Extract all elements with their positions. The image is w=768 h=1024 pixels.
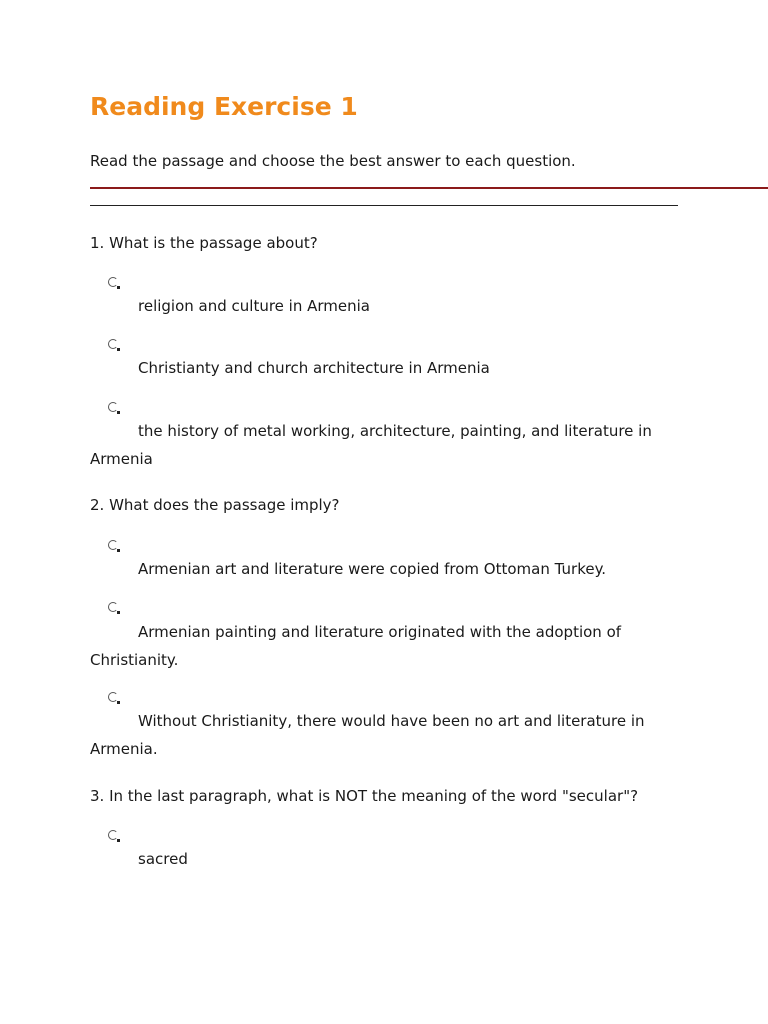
top-divider: [90, 187, 768, 189]
question-1-option-1-radio[interactable]: [108, 277, 118, 287]
instructions-text: Read the passage and choose the best answer to each question.: [90, 152, 576, 170]
question-3-option-1-label: sacred: [138, 850, 188, 868]
question-1-option-2-label: Christianty and church architecture in Armenia: [138, 359, 490, 377]
question-2-prompt: 2. What does the passage imply?: [90, 496, 340, 514]
question-2-option-2-radio[interactable]: [108, 602, 118, 612]
question-2-option-3-radio[interactable]: [108, 692, 118, 702]
question-1-option-3-radio[interactable]: [108, 402, 118, 412]
question-2-option-1-label: Armenian art and literature were copied from Ottoman Turkey.: [138, 560, 607, 578]
bottom-divider: [90, 205, 678, 206]
page-title: Reading Exercise 1: [90, 92, 358, 121]
question-2-option-1-radio[interactable]: [108, 540, 118, 550]
question-3-option-1-radio[interactable]: [108, 830, 118, 840]
question-1-option-3-label: the history of metal working, architecture, painting, and literature in Armenia: [90, 422, 652, 468]
question-2-option-2-label: Armenian painting and literature originated with the adoption of Christianity.: [90, 623, 622, 669]
question-2-option-3-label: Without Christianity, there would have been no art and literature in Armenia.: [90, 712, 645, 758]
question-1-prompt: 1. What is the passage about?: [90, 234, 318, 252]
question-3-prompt: 3. In the last paragraph, what is NOT the meaning of the word "secular"?: [90, 787, 639, 805]
question-1-option-1-label: religion and culture in Armenia: [138, 297, 370, 315]
question-1-option-2-radio[interactable]: [108, 339, 118, 349]
